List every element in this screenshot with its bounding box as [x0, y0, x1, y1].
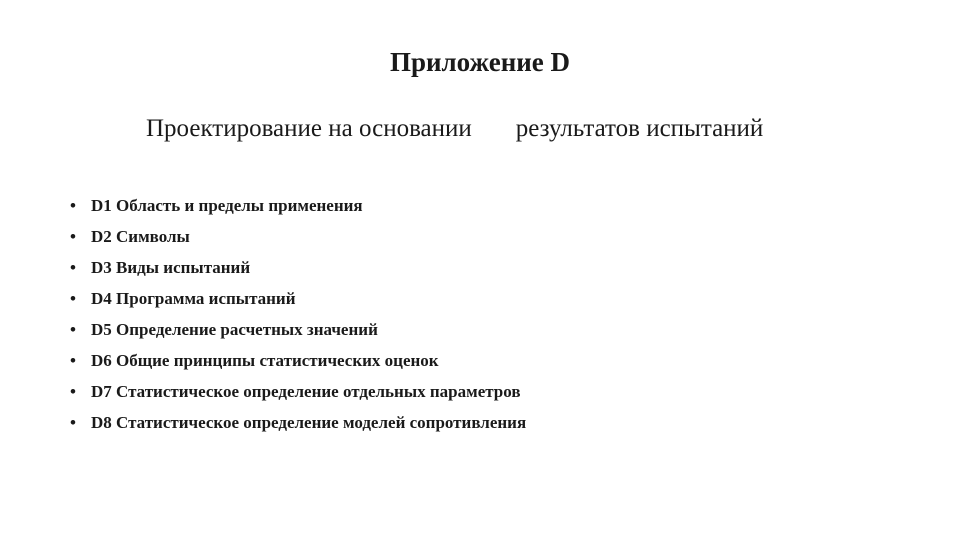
toc-item-d8[interactable]	[70, 408, 526, 439]
toc-item-d7[interactable]	[70, 377, 526, 408]
toc-item-label: D2 Символы	[91, 227, 190, 246]
toc-item-label: D4 Программа испытаний	[91, 289, 296, 308]
bullet-icon: •	[70, 196, 76, 215]
toc-item-d4[interactable]	[70, 284, 526, 315]
bullet-icon: •	[70, 227, 76, 246]
toc-item-d6[interactable]	[70, 346, 526, 377]
toc-item-label: D3 Виды испытаний	[91, 258, 251, 277]
toc-item-label: D8 Статистическое определение моделей сопротивления	[91, 413, 527, 432]
bullet-icon: •	[70, 258, 76, 277]
toc-item-label: D5 Определение расчетных значений	[91, 320, 378, 339]
toc-item-label: D7 Статистическое определение отдельных параметров	[91, 382, 521, 401]
bullet-icon: •	[70, 382, 76, 401]
toc-item-d3[interactable]	[70, 253, 526, 284]
slide-subtitle	[146, 112, 763, 146]
slide-title: Приложение D	[389, 47, 571, 77]
bullet-icon: •	[70, 351, 76, 370]
subtitle-part-2: результатов испытаний	[515, 115, 764, 142]
bullet-icon: •	[70, 413, 76, 432]
toc-item-label: D6 Общие принципы статистических оценок	[91, 351, 439, 370]
bullet-icon: •	[70, 289, 76, 308]
toc-item-d2[interactable]	[70, 222, 526, 253]
toc-item-d5[interactable]	[70, 315, 526, 346]
toc-item-label: D1 Область и пределы применения	[91, 196, 363, 215]
toc-list	[70, 191, 526, 439]
bullet-icon: •	[70, 320, 76, 339]
subtitle-part-1: Проектирование на основании	[146, 115, 472, 142]
toc-item-d1[interactable]	[70, 191, 526, 222]
